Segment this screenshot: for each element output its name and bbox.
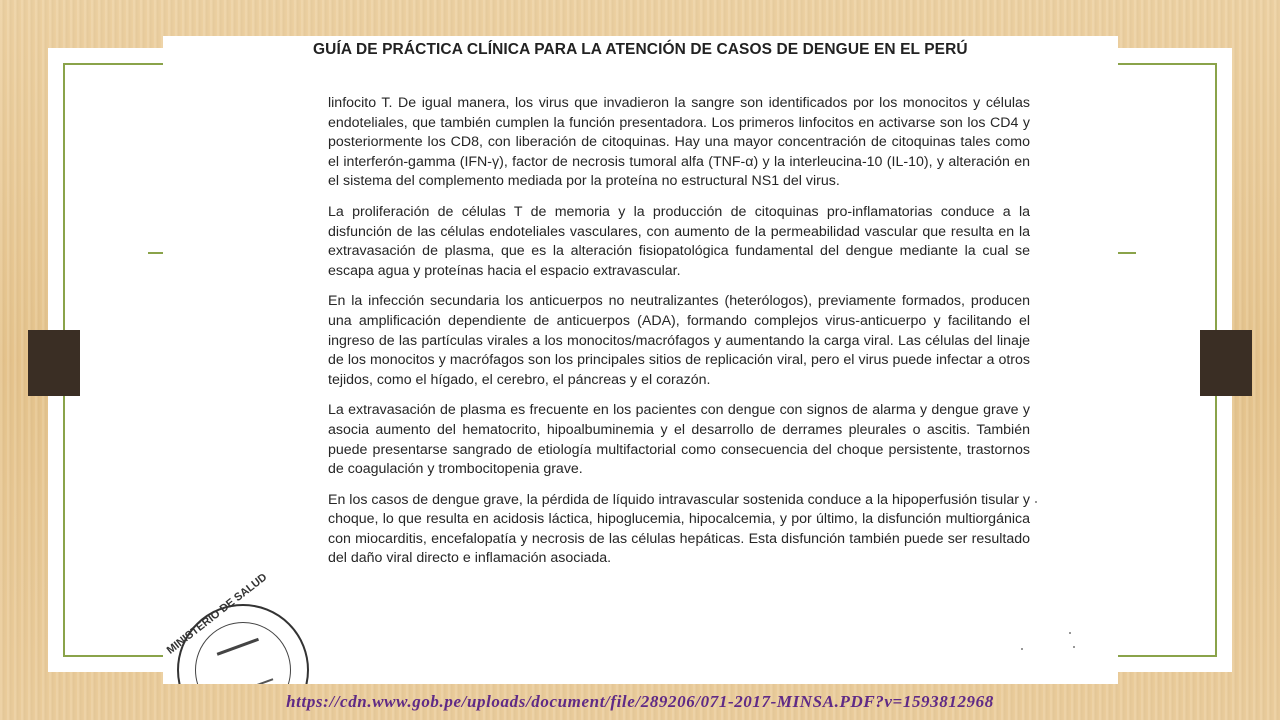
- document-paragraph-1: linfocito T. De igual manera, los virus que invadieron la sangre son identificados por los monocitos y células endoteliales, que también cumplen la función presentadora. Los primeros linfocitos en activarse son los CD4 y posteriormente los CD8, con liberación de citoquinas. Hay una mayor concentración de citoquinas tales como el interferón-gamma (IFN-γ), factor de necrosis tumoral alfa (TNF-α) y la interleucina-10 (IL-10), y alteración en el sistema del complemento mediada por la proteína no estructural NS1 del virus.: [328, 95, 1030, 190]
- scan-speck: [1035, 501, 1037, 503]
- document-paragraph-5: En los casos de dengue grave, la pérdida de líquido intravascular sostenida conduce a la hipoperfusión tisular y choque, lo que resulta en acidosis láctica, hipoglucemia, hipocalcemia, y por último, la disfunción multiorgánica con miocarditis, encefalopatía y necrosis de las células hepáticas. Esta disfunción también puede ser resultado del daño viral directo e inflamación asociada.: [328, 491, 1030, 567]
- ministry-seal-stamp: [164, 571, 309, 684]
- scan-speck: [1073, 646, 1075, 648]
- accent-line-left: [148, 252, 164, 254]
- document-body: [328, 94, 1030, 580]
- source-url-link[interactable]: https://cdn.www.gob.pe/uploads/document/file/289206/071-2017-MINSA.PDF?v=1593812968: [286, 692, 994, 711]
- scan-speck: [1069, 632, 1071, 634]
- side-tab-left: [28, 330, 80, 396]
- document-title: GUÍA DE PRÁCTICA CLÍNICA PARA LA ATENCIÓN DE CASOS DE DENGUE EN EL PERÚ: [313, 41, 968, 58]
- document-paragraph-3: En la infección secundaria los anticuerpos no neutralizantes (heterólogos), previamente formados, producen una amplificación dependiente de anticuerpos (ADA), formando complejos virus-anticuerpo y facilitando el ingreso de las partículas virales a los monocitos/macrófagos y aumentando la carga viral. Las células del linaje de los monocitos y macrófagos son los principales sitios de replicación viral, pero el virus puede infectar a otros tejidos, como el hígado, el cerebro, el páncreas y el corazón.: [328, 293, 1030, 388]
- seal-text: MINISTERIO DE SALUD: [164, 571, 270, 657]
- accent-line-right: [1118, 252, 1136, 254]
- side-tab-right: [1200, 330, 1252, 396]
- document-scan: [163, 36, 1118, 684]
- document-paragraph-4: La extravasación de plasma es frecuente en los pacientes con dengue con signos de alarma y dengue grave y asocia aumento del hematocrito, hipoalbuminemia y el desarrollo de derrames pleurales o ascitis. También puede presentarse sangrado de etiología multifactorial como consecuencia del choque persistente, trastornos de coagulación y trombocitopenia grave.: [328, 402, 1030, 478]
- scan-speck: [1021, 648, 1023, 650]
- document-paragraph-2: La proliferación de células T de memoria y la producción de citoquinas pro-inflamatorias conduce a la disfunción de las células endoteliales vasculares, con aumento de la permeabilidad vascular que resulta en la extravasación de plasma, que es la alteración fisiopatológica fundamental del dengue mediante la cual se escapa agua y proteínas hacia el espacio extravascular.: [328, 203, 1030, 279]
